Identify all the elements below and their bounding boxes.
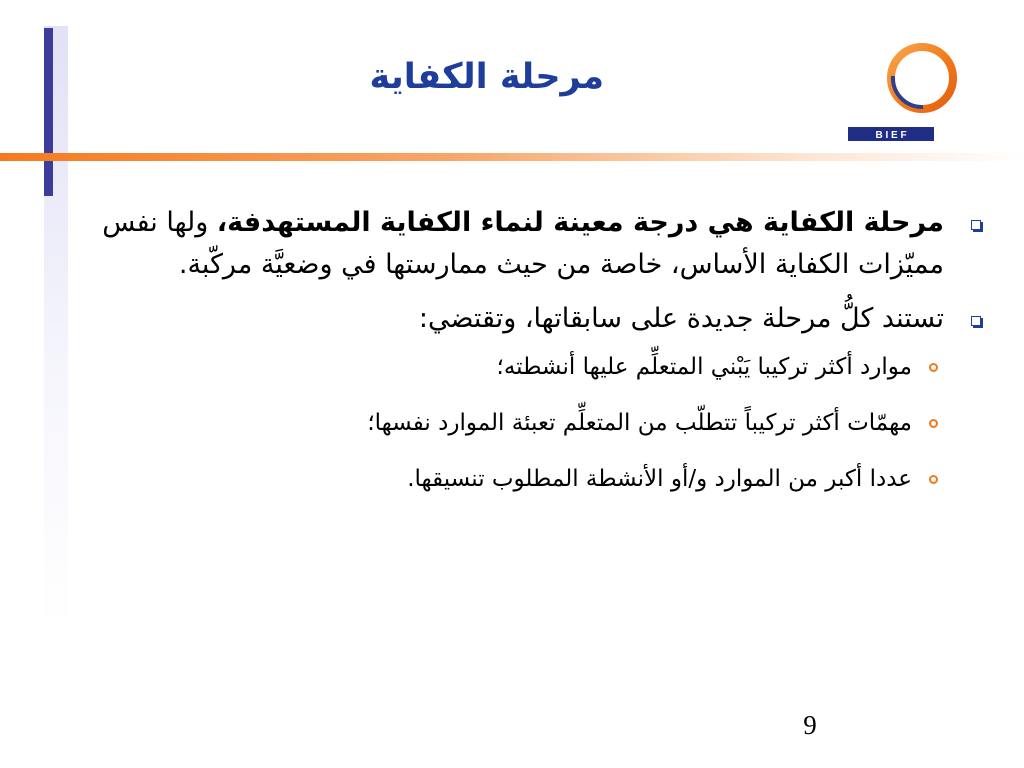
slide-content <box>62 202 992 622</box>
main-bullet-2-text: تستند كلُّ مرحلة جديدة على سابقاتها، وتقتضي: <box>418 303 944 334</box>
title-divider-line <box>0 153 1024 161</box>
sub-bullet-2-text: مهمّات أكثر تركيباً تتطلّب من المتعلِّم تعبئة الموارد نفسها؛ <box>367 410 912 436</box>
side-accent-bar <box>44 28 53 196</box>
sub-bullet-1-text: موارد أكثر تركيبا يَبْني المتعلِّم عليها أنشطته؛ <box>496 354 912 380</box>
circle-bullet-icon <box>929 475 938 484</box>
square-bullet-icon <box>971 220 981 230</box>
sub-bullet-3 <box>62 464 992 494</box>
sub-bullet-3-text: عددا أكبر من الموارد و/أو الأنشطة المطلوب تنسيقها. <box>407 466 912 492</box>
logo-text: B I E F <box>875 130 907 141</box>
circle-bullet-icon <box>929 419 938 428</box>
sub-bullet-1 <box>62 352 992 382</box>
main-bullet-2 <box>62 298 992 340</box>
sub-bullet-2 <box>62 408 992 438</box>
bief-logo <box>845 36 969 148</box>
slide-title: مرحلة الكفاية <box>369 57 604 97</box>
square-bullet-icon <box>971 316 981 326</box>
page-number: 9 <box>803 710 817 740</box>
circle-bullet-icon <box>929 363 938 372</box>
main-bullet-1-text: ولها نفس مميّزات الكفاية الأساس، خاصة من حيث ممارستها في وضعيَّة مركّبة. <box>102 207 944 280</box>
main-bullet-1-lead: مرحلة الكفاية هي درجة معينة لنماء الكفاية المستهدفة، <box>216 207 944 238</box>
main-bullet-1 <box>62 202 992 286</box>
